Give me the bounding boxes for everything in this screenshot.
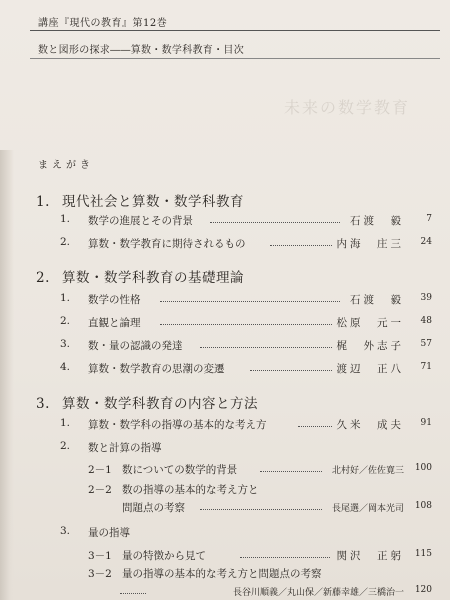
dot-leader [160,301,340,302]
entry-author: 渡辺 正八 [336,363,404,375]
dot-leader [210,222,340,223]
entry-number: 3－2 [88,568,112,580]
toc-subentry [88,566,432,580]
entry-title: 量の特徴から見て [122,550,206,562]
entry-author: 北村好／佐佐寛三 [331,466,404,476]
dot-leader [298,426,332,427]
entry-page: 57 [420,339,432,349]
entry-author: 梶 外志子 [336,340,404,352]
toc-entry [60,315,432,329]
toc-entry [60,213,432,227]
entry-author: 石渡 毅 [350,215,404,227]
toc-subentry [88,462,432,476]
entry-title: 量の指導の基本的な考え方と問題点の考察 [122,568,322,580]
entry-number: 1. [60,213,71,225]
chapter-heading [36,392,258,412]
chapter-heading [36,190,244,210]
show-through-text: 未来の数学教育 [283,98,410,117]
entry-title: 数と計算の指導 [88,442,162,454]
toc-entry [60,292,432,306]
dot-leader [250,370,332,371]
entry-number: 3－1 [88,550,112,562]
chapter-title: 算数・数学科教育の基礎理論 [62,270,244,286]
toc-subentry [88,548,432,562]
entry-page: 120 [414,585,432,595]
chapter-heading [36,266,244,286]
entry-title: 算数・数学教育に期待されるもの [88,238,246,250]
volume-subtitle: 数と図形の探求――算数・数学科教育・目次 [38,45,244,56]
chapter-title: 現代社会と算数・数学科教育 [62,194,244,210]
entry-title: 問題点の考察 [122,502,185,514]
entry-number: 2－2 [88,484,112,496]
entry-author: 長尾選／岡本光司 [331,504,404,514]
entry-number: 2－1 [88,464,112,476]
entry-page: 39 [420,293,432,303]
dot-leader [160,324,332,325]
entry-page: 100 [414,463,432,473]
toc-entry [60,361,432,375]
entry-title: 算数・数学教育の思潮の変遷 [88,363,225,375]
entry-number: 2. [60,315,71,327]
entry-title: 数の指導の基本的な考え方と [122,484,259,496]
entry-author: 関沢 正躬 [336,550,404,562]
dot-leader [200,347,332,348]
entry-number: 1. [60,417,71,429]
dot-leader [260,471,322,472]
chapter-number: 1. [36,194,50,210]
series-title: 講座『現代の教育』第12巻 [38,18,168,29]
chapter-number: 3. [36,396,50,412]
entry-page: 24 [420,237,432,247]
chapter-number: 2. [36,270,50,286]
toc-subentry [88,482,432,496]
entry-author: 石渡 毅 [350,294,404,306]
entry-page: 115 [414,549,432,559]
entry-author: 久米 成夫 [336,419,404,431]
dot-leader [240,557,330,558]
entry-number: 3. [60,338,71,350]
toc-subentry-continued [120,584,432,598]
entry-number: 2. [60,440,71,452]
entry-page: 108 [414,501,432,511]
entry-number: 4. [60,361,71,373]
entry-page: 48 [420,316,432,326]
entry-title: 量の指導 [88,527,130,539]
entry-title: 算数・数学科の指導の基本的な考え方 [88,419,267,431]
entry-title: 数学の進展とその背景 [88,215,193,227]
toc-entry [60,440,432,454]
dot-leader [270,245,332,246]
entry-number: 1. [60,292,71,304]
entry-title: 直観と論理 [88,317,141,329]
dot-leader [200,509,322,510]
toc-entry [60,338,432,352]
entry-page: 71 [420,362,432,372]
chapter-title: 算数・数学科教育の内容と方法 [62,396,258,412]
entry-title: 数学の性格 [88,294,141,306]
preface-entry: まえがき [38,160,94,171]
toc-entry [60,236,432,250]
toc-entry [60,525,432,539]
header-rule-bottom [30,58,440,59]
header-rule-top [30,30,440,31]
entry-title: 数・量の認識の発達 [88,340,183,352]
toc-entry [60,417,432,431]
entry-title: 数についての数学的背景 [122,464,238,476]
entry-author: 内海 庄三 [336,238,404,250]
entry-author: 長谷川順義／丸山保／新藤幸雄／三橋治一 [232,588,404,598]
entry-author: 松原 元一 [336,317,404,329]
dot-leader [120,593,146,594]
book-gutter-shadow [0,150,14,600]
entry-page: 91 [420,418,432,428]
entry-number: 2. [60,236,71,248]
entry-page: 7 [426,214,432,224]
entry-number: 3. [60,525,71,537]
toc-subentry-continued [88,500,432,514]
